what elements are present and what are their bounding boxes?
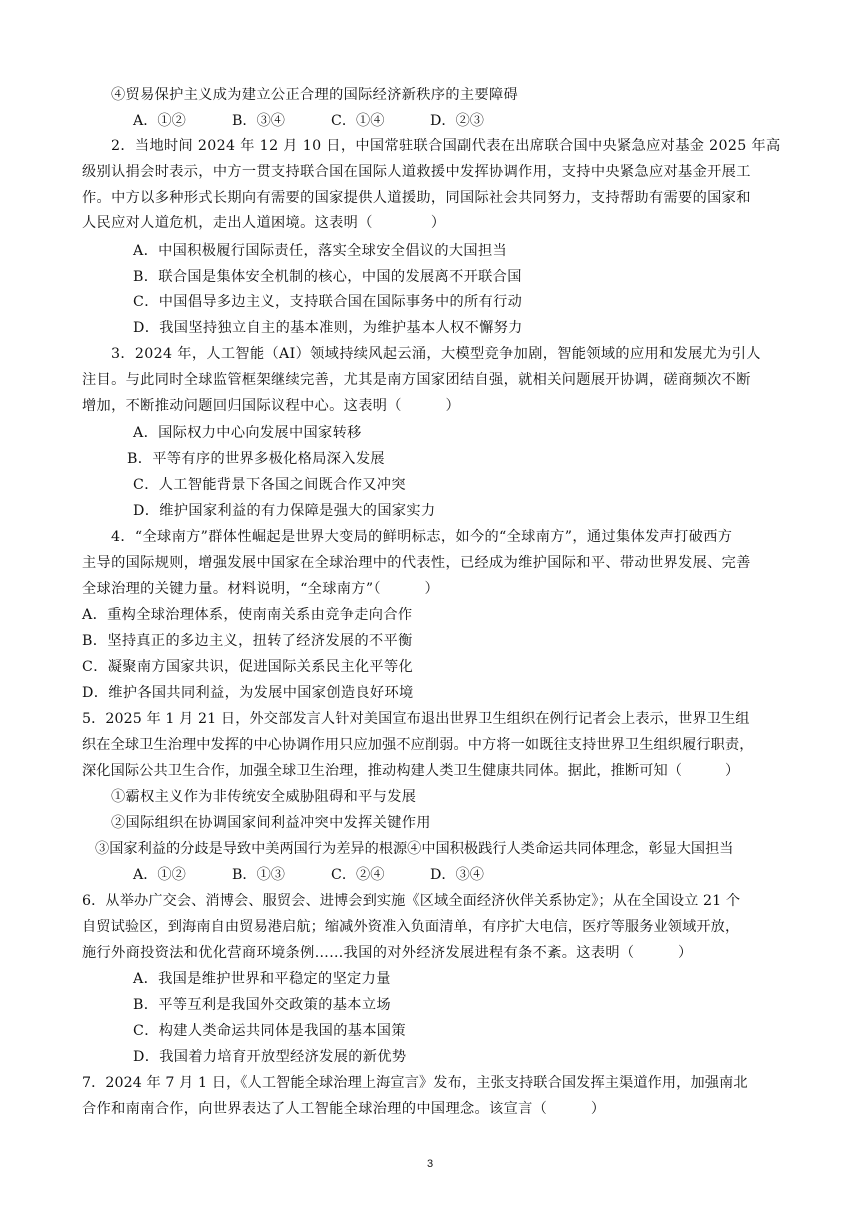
q2-option-c: C．中国倡导多边主义，支持联合国在国际事务中的所有行动	[133, 294, 523, 310]
q7-stem-line-1: 7．2024 年 7 月 1 日，《人工智能全球治理上海宣言》发布，主张支持联合国发挥主渠道作用，加强南北	[82, 1075, 748, 1091]
q3-option-c: C．人工智能背景下各国之间既合作又冲突	[133, 477, 406, 493]
q6-option-b: B．平等互利是我国外交政策的基本立场	[133, 997, 391, 1013]
q6-stem-line-1: 6．从举办广交会、消博会、服贸会、进博会到实施《区域全面经济伙伴关系协定》；从在全国设立 21 个	[82, 893, 741, 909]
q2-stem-line-1: 2．当地时间 2024 年 12 月 10 日，中国常驻联合国副代表在出席联合国中央紧急应对基金 2025 年高	[111, 138, 781, 154]
q3-option-b: B．平等有序的世界多极化格局深入发展	[127, 451, 385, 467]
q4-option-c: C．凝聚南方国家共识，促进国际关系民主化平等化	[82, 659, 414, 675]
q2-option-b: B．联合国是集体安全机制的核心，中国的发展离不开联合国	[133, 269, 522, 285]
q5-statement-2: ②国际组织在协调国家间利益冲突中发挥关键作用	[111, 815, 431, 831]
q3-stem-line-3: 增加，不断推动问题回归国际议程中心。这表明（ ）	[82, 398, 460, 414]
q5-stem-line-3: 深化国际公共卫生合作，加强全球卫生治理，推动构建人类卫生健康共同体。据此，推断可知（ ）	[82, 763, 740, 779]
q4-option-d: D．维护各国共同利益，为发展中国家创造良好环境	[82, 685, 414, 701]
q2-option-a: A．中国积极履行国际责任，落实全球安全倡议的大国担当	[133, 243, 508, 259]
q1-option-d: D．②③	[430, 113, 484, 129]
q5-stem-line-1: 5．2025 年 1 月 21 日，外交部发言人针对美国宣布退出世界卫生组织在例行记者会上表示，世界卫生组	[82, 711, 750, 727]
q1-option-a: A．①②	[133, 113, 186, 129]
q4-stem-line-2: 主导的国际规则，增强发展中国家在全球治理中的代表性，已经成为维护国际和平、带动世界发展、完善	[82, 555, 751, 571]
q2-stem-line-4: 人民应对人道危机，走出人道困境。这表明（ ）	[82, 215, 446, 231]
q6-stem-line-2: 自贸试验区，到海南自由贸易港启航；缩减外资准入负面清单，有序扩大电信，医疗等服务业领域开放，	[82, 919, 740, 935]
q5-statement-3-4: ③国家利益的分歧是导致中美两国行为差异的根源④中国积极践行人类命运共同体理念，彰显大国担当	[95, 841, 734, 857]
q4-stem-line-3: 全球治理的关键力量。材料说明，“全球南方”（ ）	[82, 581, 440, 597]
q4-option-a: A．重构全球治理体系，使南南关系由竞争走向合作	[82, 607, 413, 623]
q1-statement-4: ④贸易保护主义成为建立公正合理的国际经济新秩序的主要障碍	[111, 87, 519, 103]
q6-option-d: D．我国着力培育开放型经济发展的新优势	[133, 1049, 407, 1065]
q4-option-b: B．坚持真正的多边主义，扭转了经济发展的不平衡	[82, 633, 413, 649]
q2-option-d: D．我国坚持独立自主的基本准则，为维护基本人权不懈努力	[133, 320, 523, 336]
q1-option-b: B．③④	[232, 113, 285, 129]
page-number: 3	[426, 1158, 434, 1170]
q1-options	[133, 111, 529, 131]
q4-stem-line-1: 4．“全球南方”群体性崛起是世界大变局的鲜明标志，如今的“全球南方”，通过集体发声打破西方	[111, 529, 733, 545]
q5-option-a: A．①②	[133, 867, 186, 883]
q5-option-b: B．①③	[232, 867, 285, 883]
q5-options	[133, 865, 529, 885]
q2-stem-line-3: 作。中方以多种形式长期向有需要的国家提供人道援助，同国际社会共同努力，支持帮助有需要的国家和	[82, 190, 751, 206]
q7-stem-line-2: 合作和南南合作，向世界表达了人工智能全球治理的中国理念。该宣言（ ）	[82, 1101, 606, 1117]
q6-stem-line-3: 施行外商投资法和优化营商环境条例……我国的对外经济发展进程有条不紊。这表明（ ）	[82, 945, 693, 961]
q3-option-d: D．维护国家利益的有力保障是强大的国家实力	[133, 503, 436, 519]
q3-stem-line-2: 注目。与此同时全球监管框架继续完善，尤其是南方国家团结自强，就相关问题展开协调，磋商频次不断	[82, 372, 751, 388]
q5-statement-1: ①霸权主义作为非传统安全威胁阻碍和平与发展	[111, 789, 417, 805]
q6-option-c: C．构建人类命运共同体是我国的基本国策	[133, 1023, 406, 1039]
q5-stem-line-2: 织在全球卫生治理中发挥的中心协调作用只应加强不应削弱。中方将一如既往支持世界卫生组织履行职责，	[82, 737, 754, 753]
q5-option-c: C．②④	[331, 867, 385, 883]
q3-option-a: A．国际权力中心向发展中国家转移	[133, 425, 362, 441]
q2-stem-line-2: 级别认捐会时表示，中方一贯支持联合国在国际人道救援中发挥协调作用，支持中央紧急应对基金开展工	[82, 164, 751, 180]
q5-option-d: D．③④	[430, 867, 484, 883]
q6-option-a: A．我国是维护世界和平稳定的坚定力量	[133, 971, 391, 987]
q1-option-c: C．①④	[331, 113, 385, 129]
q3-stem-line-1: 3．2024 年，人工智能（AI）领域持续风起云涌，大模型竞争加剧，智能领域的应用和发展尤为引人	[111, 346, 761, 362]
